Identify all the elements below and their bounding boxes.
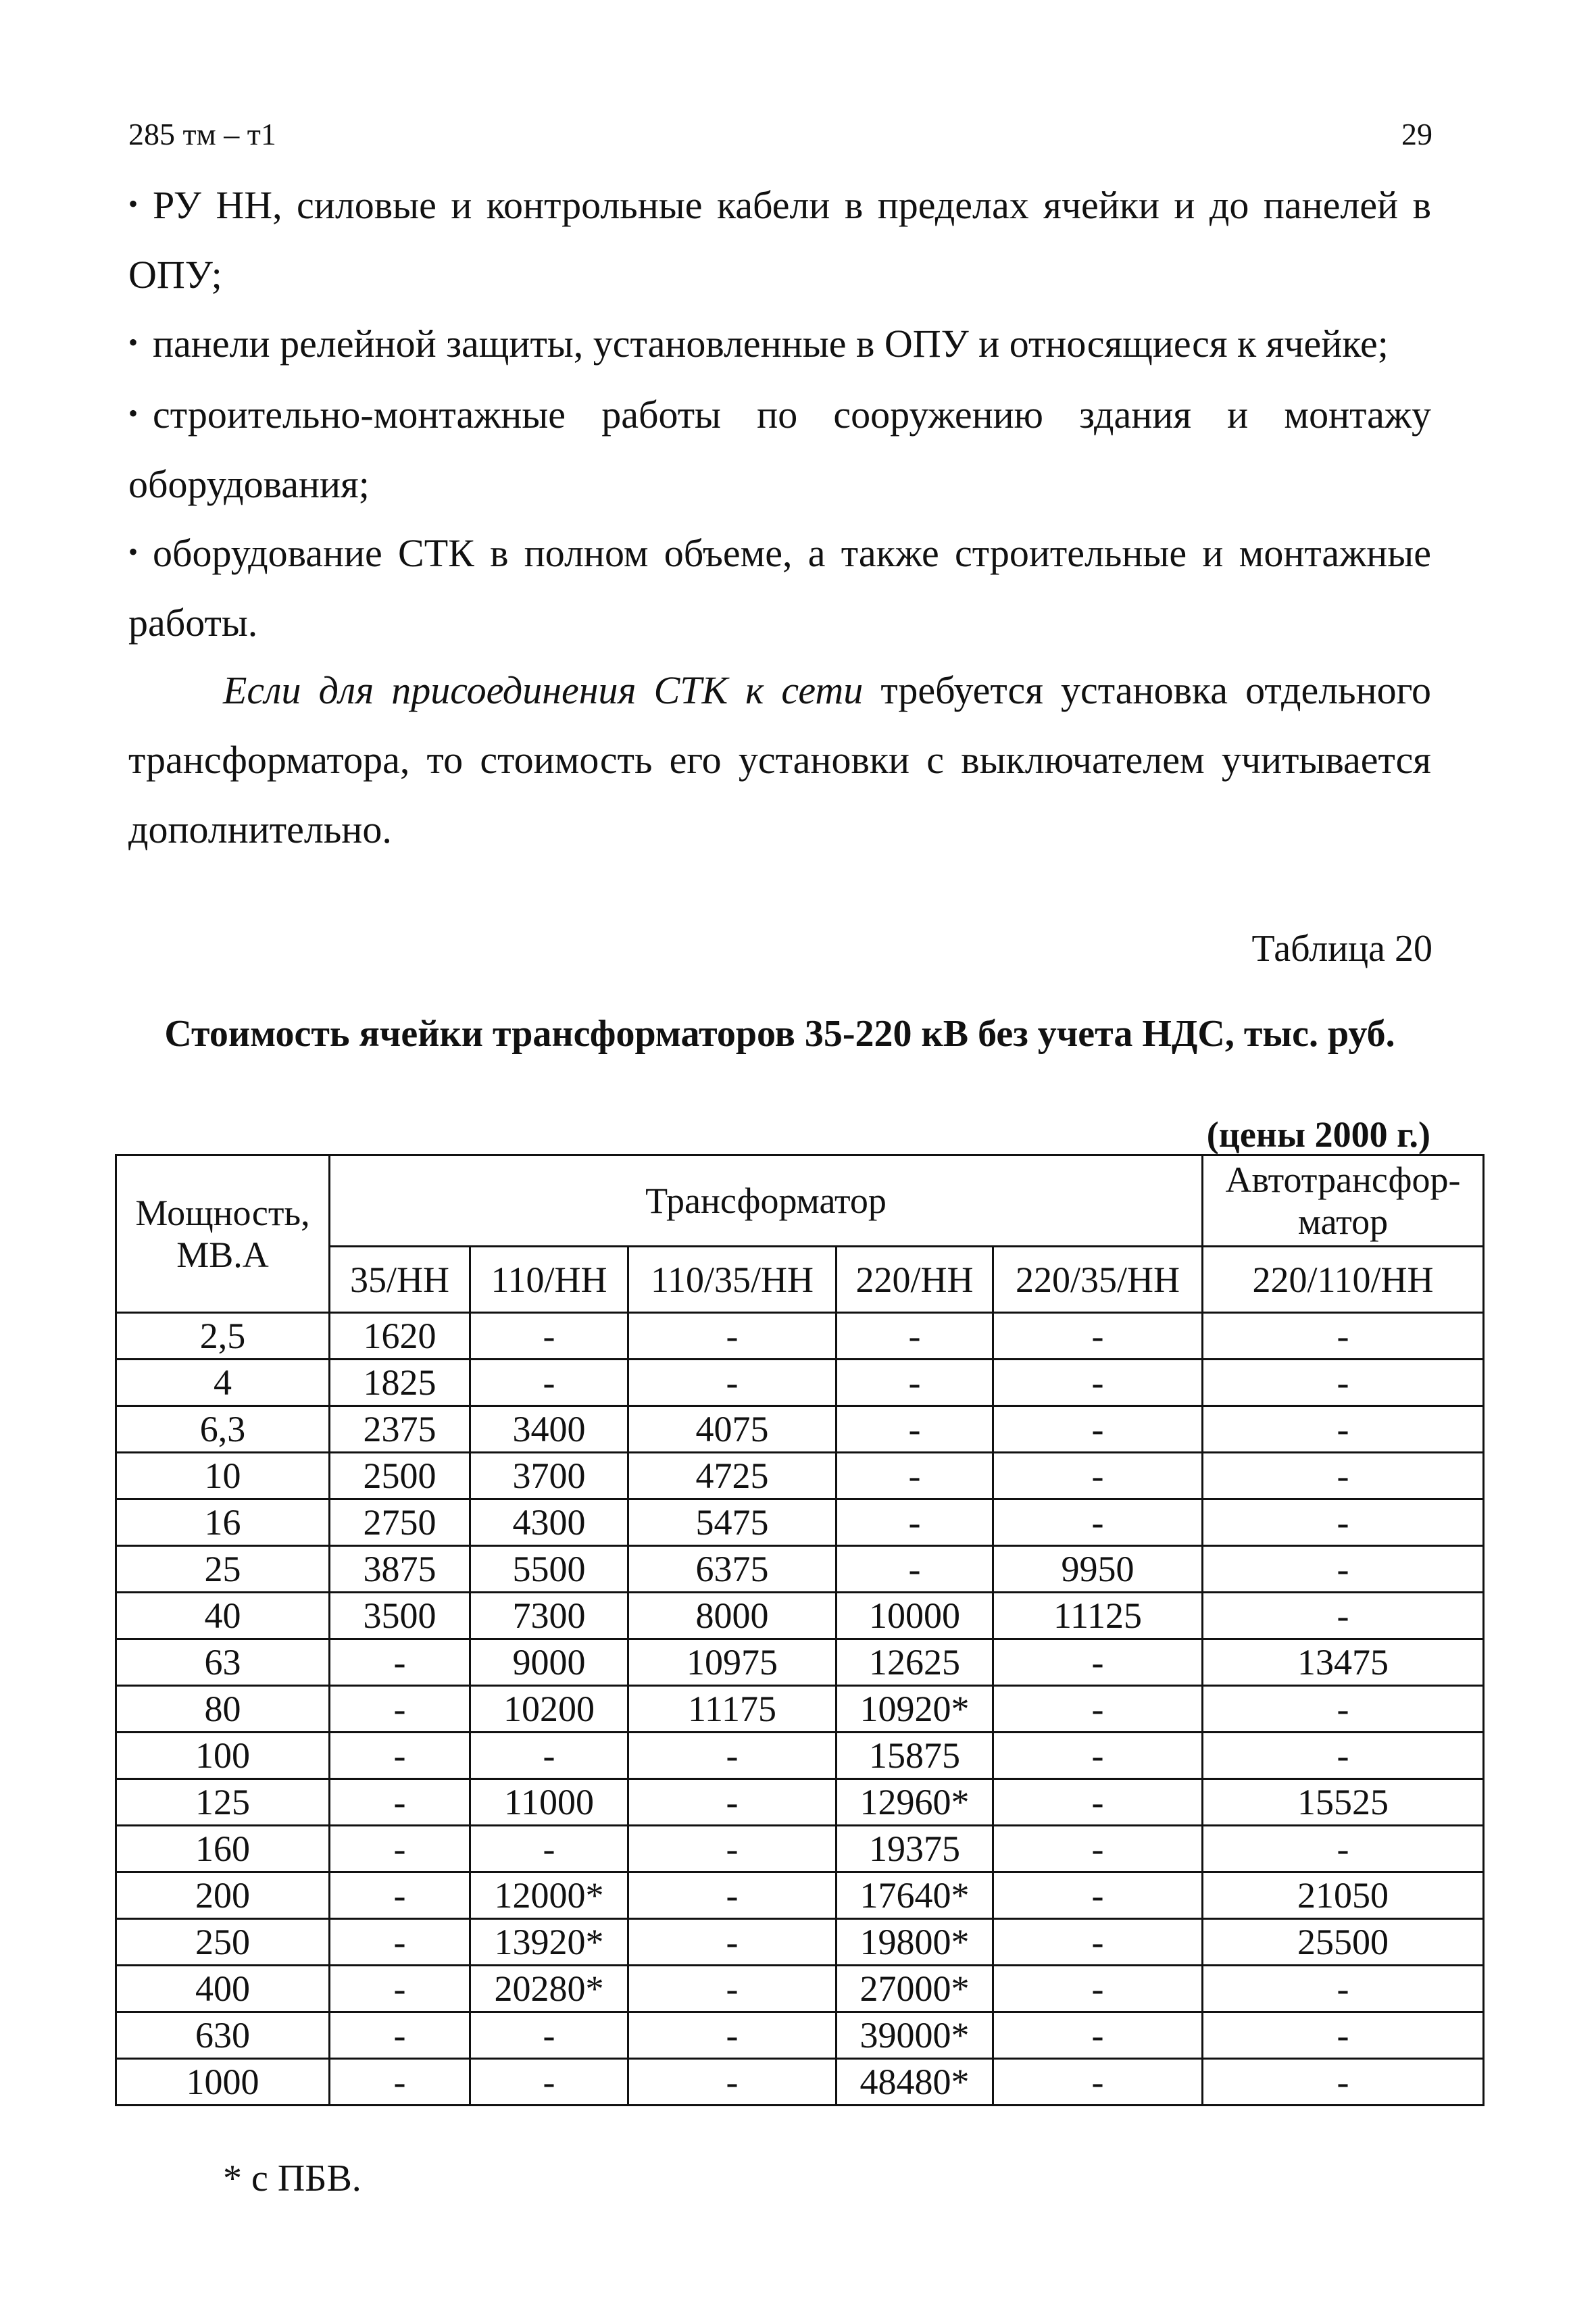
table-cell: - — [1203, 1453, 1484, 1499]
prices-note: (цены 2000 г.) — [1206, 1114, 1430, 1155]
table-cell: - — [330, 1779, 470, 1826]
table-row — [116, 1686, 1484, 1733]
table-cell: - — [993, 1639, 1203, 1686]
table-row — [116, 1406, 1484, 1453]
table-cell: - — [837, 1453, 993, 1499]
table-row — [116, 1593, 1484, 1639]
table-cell: - — [330, 1639, 470, 1686]
table-cell: 3400 — [470, 1406, 628, 1453]
table-cell: 25500 — [1203, 1919, 1484, 1966]
paragraph-text: строительно-монтажные работы по сооружению здания и монтажу оборудования; — [128, 393, 1431, 506]
table-cell: 5475 — [628, 1499, 837, 1546]
table-cell: 39000* — [837, 2012, 993, 2059]
table-cell: - — [470, 1733, 628, 1779]
table-cell: 3500 — [330, 1593, 470, 1639]
table-cell: - — [628, 1733, 837, 1779]
table-cell: 3875 — [330, 1546, 470, 1593]
table-cell: - — [628, 2059, 837, 2106]
table-cell: 10000 — [837, 1593, 993, 1639]
row-power-cell: 4 — [116, 1360, 330, 1406]
table-cell: - — [993, 1779, 1203, 1826]
header-power: Мощность, МВ.А — [116, 1155, 330, 1313]
table-row — [116, 2059, 1484, 2106]
row-power-cell: 125 — [116, 1779, 330, 1826]
header-transformer-group: Трансформатор — [330, 1155, 1203, 1247]
table-cell: 12960* — [837, 1779, 993, 1826]
table-cell: - — [628, 1966, 837, 2012]
table-cell: - — [330, 2059, 470, 2106]
table-cell: - — [1203, 1826, 1484, 1872]
table-row — [116, 1639, 1484, 1686]
table-cell: - — [1203, 1966, 1484, 2012]
table-cell: - — [1203, 1360, 1484, 1406]
table-cell: 48480* — [837, 2059, 993, 2106]
table-cell: - — [993, 1966, 1203, 2012]
table-cell: 27000* — [837, 1966, 993, 2012]
table-cell: 19800* — [837, 1919, 993, 1966]
table-cell: - — [628, 1826, 837, 1872]
row-power-cell: 2,5 — [116, 1313, 330, 1360]
subheader-cell: 220/НН — [837, 1247, 993, 1313]
table-caption: Таблица 20 — [1251, 928, 1432, 970]
paragraph-text: панели релейной защиты, установленные в ОПУ и относящиеся к ячейке; — [153, 322, 1389, 366]
table-title: Стоимость ячейки трансформаторов 35-220 кВ без учета НДС, тыс. руб. — [164, 1013, 1395, 1055]
table-cell: - — [993, 1872, 1203, 1919]
table-header-row — [116, 1155, 1484, 1247]
table-cell: - — [993, 1733, 1203, 1779]
table-cell: - — [993, 1313, 1203, 1360]
table-cell: - — [993, 1360, 1203, 1406]
table-cell: - — [628, 1313, 837, 1360]
table-cell: - — [330, 1919, 470, 1966]
table-cell: 17640* — [837, 1872, 993, 1919]
table-cell: - — [837, 1546, 993, 1593]
table-cell: 10920* — [837, 1686, 993, 1733]
table-cell: - — [993, 1686, 1203, 1733]
row-power-cell: 400 — [116, 1966, 330, 2012]
table-row — [116, 1546, 1484, 1593]
table-row — [116, 1872, 1484, 1919]
table-cell: 3700 — [470, 1453, 628, 1499]
table-cell: - — [330, 2012, 470, 2059]
paragraph-text: оборудование СТК в полном объеме, а также строительные и монтажные работы. — [128, 531, 1431, 645]
table-cell: - — [837, 1360, 993, 1406]
subheader-cell: 110/35/НН — [628, 1247, 837, 1313]
table-cell: - — [628, 1919, 837, 1966]
table-cell: 6375 — [628, 1546, 837, 1593]
table-cell: 21050 — [1203, 1872, 1484, 1919]
table-cell: - — [837, 1499, 993, 1546]
table-cell: 15875 — [837, 1733, 993, 1779]
table-cell: - — [330, 1872, 470, 1919]
table-row — [116, 1966, 1484, 2012]
table-cell: - — [993, 1499, 1203, 1546]
table-cell: 4300 — [470, 1499, 628, 1546]
paragraph-normal-part: требуется установка отдельного трансформатора, то стоимость его установки с выключателем учитывается дополнительно. — [128, 668, 1431, 851]
table-row — [116, 1453, 1484, 1499]
row-power-cell: 25 — [116, 1546, 330, 1593]
paragraph-bullet-2 — [128, 307, 1431, 378]
table-row — [116, 1919, 1484, 1966]
table-cell: 11125 — [993, 1593, 1203, 1639]
table-cell: 2375 — [330, 1406, 470, 1453]
row-power-cell: 630 — [116, 2012, 330, 2059]
table-cell: - — [470, 1826, 628, 1872]
table-cell: - — [1203, 2012, 1484, 2059]
table-cell: 19375 — [837, 1826, 993, 1872]
table-cell: - — [1203, 1546, 1484, 1593]
table-cell: - — [330, 1733, 470, 1779]
table-row — [116, 1313, 1484, 1360]
table-cell: 9950 — [993, 1546, 1203, 1593]
row-power-cell: 250 — [116, 1919, 330, 1966]
page-number: 29 — [1401, 117, 1432, 151]
paragraph-bullet-1 — [128, 169, 1431, 309]
table-cell: - — [837, 1313, 993, 1360]
table-cell: - — [993, 1826, 1203, 1872]
table-cell: - — [993, 2012, 1203, 2059]
table-cell: 11000 — [470, 1779, 628, 1826]
table-cell: 12625 — [837, 1639, 993, 1686]
subheader-cell: 220/110/НН — [1203, 1247, 1484, 1313]
table-cell: - — [330, 1686, 470, 1733]
table-cell: 8000 — [628, 1593, 837, 1639]
table-cell: - — [470, 2012, 628, 2059]
table-cell: - — [993, 1919, 1203, 1966]
row-power-cell: 160 — [116, 1826, 330, 1872]
table-cell: 7300 — [470, 1593, 628, 1639]
table-cell: - — [330, 1826, 470, 1872]
table-cell: - — [1203, 1499, 1484, 1546]
table-cell: 1620 — [330, 1313, 470, 1360]
table-cell: 12000* — [470, 1872, 628, 1919]
table-cell: - — [470, 1360, 628, 1406]
table-cell: - — [628, 1779, 837, 1826]
table-cell: - — [837, 1406, 993, 1453]
row-power-cell: 200 — [116, 1872, 330, 1919]
table-cell: - — [470, 2059, 628, 2106]
table-cell: 2500 — [330, 1453, 470, 1499]
doc-code: 285 тм – т1 — [128, 117, 276, 151]
table-cell: - — [470, 1313, 628, 1360]
row-power-cell: 16 — [116, 1499, 330, 1546]
table-cell: 1825 — [330, 1360, 470, 1406]
table-cell: 2750 — [330, 1499, 470, 1546]
table-row — [116, 1826, 1484, 1872]
table-cell: - — [628, 1360, 837, 1406]
table-cell: 11175 — [628, 1686, 837, 1733]
table-cell: - — [1203, 1313, 1484, 1360]
table-cell: - — [1203, 1593, 1484, 1639]
header-autotransformer-group: Автотрансфор-матор — [1203, 1155, 1484, 1247]
table-cell: 4725 — [628, 1453, 837, 1499]
table-row — [116, 1733, 1484, 1779]
paragraph-stk-note — [128, 655, 1431, 864]
table-cell: - — [1203, 1686, 1484, 1733]
table-cell: - — [628, 1872, 837, 1919]
row-power-cell: 6,3 — [116, 1406, 330, 1453]
table-row — [116, 1499, 1484, 1546]
table-cell: - — [993, 2059, 1203, 2106]
table-row — [116, 1779, 1484, 1826]
subheader-cell: 220/35/НН — [993, 1247, 1203, 1313]
table-cell: 5500 — [470, 1546, 628, 1593]
table-cell: 13920* — [470, 1919, 628, 1966]
paragraph-text: РУ НН, силовые и контрольные кабели в пределах ячейки и до панелей в ОПУ; — [128, 183, 1431, 297]
table-cell: - — [993, 1453, 1203, 1499]
row-power-cell: 10 — [116, 1453, 330, 1499]
table-cell: 15525 — [1203, 1779, 1484, 1826]
row-power-cell: 63 — [116, 1639, 330, 1686]
paragraph-italic-part: Если для присоединения СТК к сети — [223, 668, 864, 712]
table-cell: - — [1203, 2059, 1484, 2106]
table-cell: - — [1203, 1733, 1484, 1779]
table-cell: - — [628, 2012, 837, 2059]
footnote: * с ПБВ. — [223, 2158, 361, 2199]
row-power-cell: 100 — [116, 1733, 330, 1779]
paragraph-bullet-3 — [128, 378, 1431, 519]
table-cell: 10975 — [628, 1639, 837, 1686]
row-power-cell: 1000 — [116, 2059, 330, 2106]
table-cell: - — [993, 1406, 1203, 1453]
table-cell: 9000 — [470, 1639, 628, 1686]
table-cell: 20280* — [470, 1966, 628, 2012]
table-row — [116, 2012, 1484, 2059]
cost-table — [115, 1154, 1485, 2106]
row-power-cell: 80 — [116, 1686, 330, 1733]
subheader-cell: 110/НН — [470, 1247, 628, 1313]
table-body — [116, 1313, 1484, 2106]
subheader-cell: 35/НН — [330, 1247, 470, 1313]
table-cell: 13475 — [1203, 1639, 1484, 1686]
table-cell: 4075 — [628, 1406, 837, 1453]
table-cell: - — [330, 1966, 470, 2012]
table-cell: - — [1203, 1406, 1484, 1453]
table-row — [116, 1360, 1484, 1406]
row-power-cell: 40 — [116, 1593, 330, 1639]
table-cell: 10200 — [470, 1686, 628, 1733]
paragraph-bullet-4 — [128, 517, 1431, 657]
